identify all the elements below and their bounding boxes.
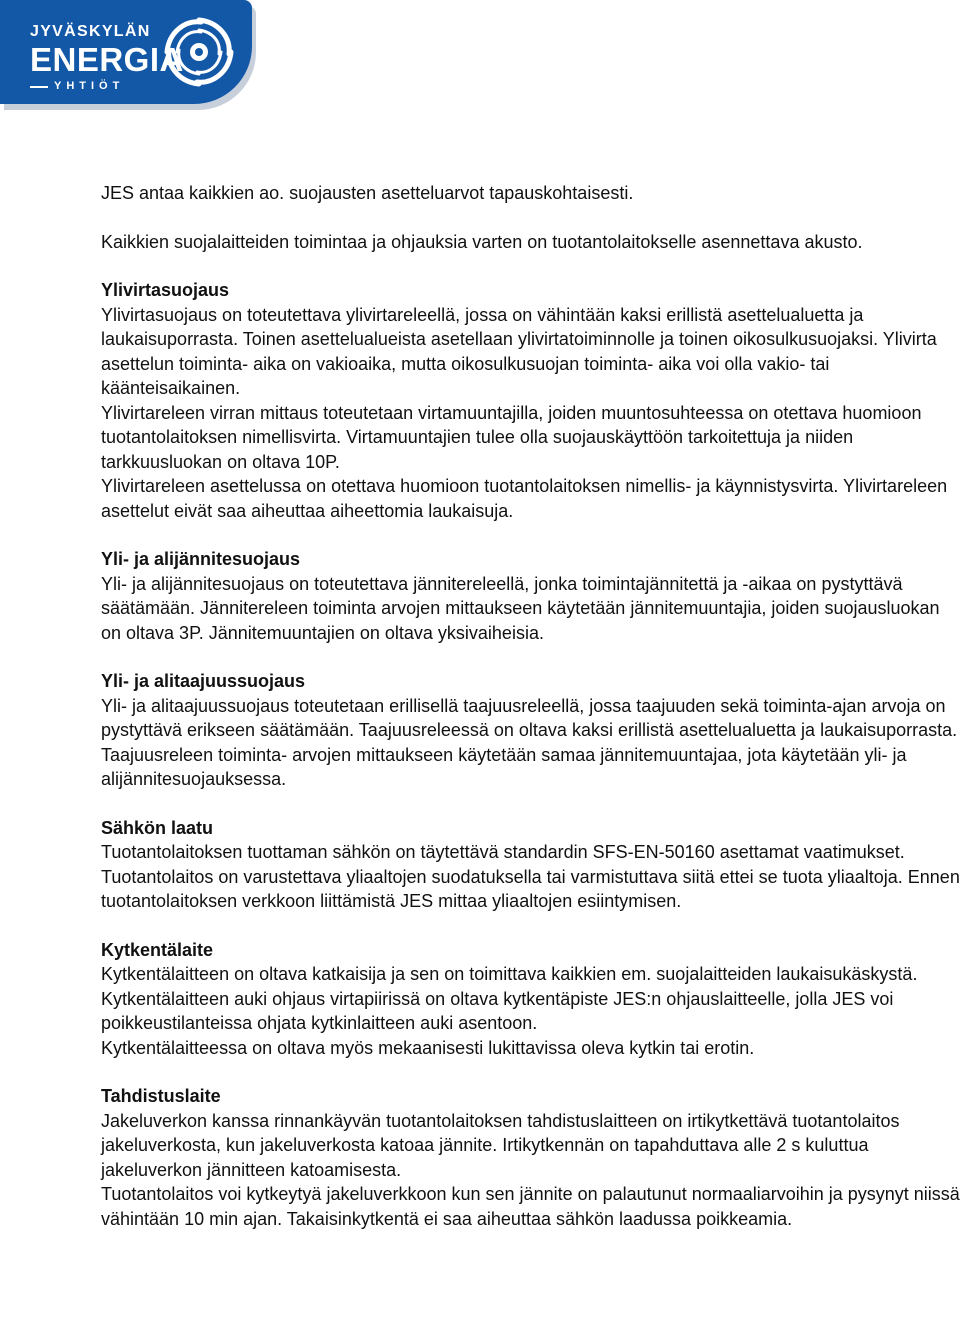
section-paragraph: Yli- ja alitaajuussuojaus toteutetaan erillisellä taajuusreleellä, jossa taajuuden sekä toiminta-ajan arvoja on pystyttävä erikseen säätämään. Taajuusreleessä on oltava kaksi erillistä asettelualuetta ja laukaisuporrasta. Taajuusreleen toiminta- arvojen mittaukseen käytetään samaa jännitemuuntajaa, jota käytetään yli- ja alijännitesuojauksessa. xyxy=(101,695,958,789)
section-heading: Tahdistuslaite xyxy=(101,1086,221,1106)
section-paragraph: Jakeluverkon kanssa rinnankäyvän tuotantolaitoksen tahdistuslaitteen on irtikytkettävä tuotantolaitos jakeluverkosta, kun jakeluverkosta katoaa jännite. Irtikytkennän on tapahduttava alle 2 s kuluttua jakeluverkon jännitteen katoamisesta. xyxy=(101,1110,900,1180)
company-logo xyxy=(0,0,260,110)
section-kytkentalaite xyxy=(101,938,960,1061)
logo-line-3-text: YHTIÖT xyxy=(54,80,125,92)
section-yli-ja-alitaajuussuojaus xyxy=(101,669,960,792)
intro-paragraph-2: Kaikkien suojalaitteiden toimintaa ja ohjauksia varten on tuotantolaitokselle asennettava akusto. xyxy=(101,231,863,252)
section-paragraph: Yli- ja alijännitesuojaus on toteutettava jännitereleellä, jonka toimintajännitettä ja -aikaa on pystyttävä säätämään. Jännitereleen toiminta arvojen mittaukseen käytetään jännitemuuntajia, joiden suojausluokan on oltava 3P. Jännitemuuntajien on oltava yksivaiheisia. xyxy=(101,573,940,643)
section-heading: Ylivirtasuojaus xyxy=(101,280,230,300)
logo-line-1: JYVÄSKYLÄN xyxy=(30,23,151,40)
logo-dash xyxy=(30,86,48,88)
section-paragraph: Kytkentälaitteen on oltava katkaisija ja sen on toimittava kaikkien em. suojalaitteiden laukaisukäskystä. xyxy=(101,964,918,984)
section-tahdistuslaite xyxy=(101,1084,960,1231)
section-paragraph: Ylivirtareleen virran mittaus toteutetaan virtamuuntajilla, joiden muuntosuhteessa on otettava huomioon tuotantolaitoksen nimellisvirta. Virtamuuntajien tulee olla suojauskäyttöön tarkoitettuja ja niiden tarkkuusluokan on oltava 10P. xyxy=(101,402,922,472)
section-yli-ja-alijannitesuojaus xyxy=(101,547,960,645)
section-paragraph: Ylivirtareleen asettelussa on otettava huomioon tuotantolaitoksen nimellis- ja käynnistysvirta. Ylivirtareleen asettelut eivät saa aiheuttaa aiheettomia laukaisuja. xyxy=(101,476,948,521)
section-heading: Kytkentälaite xyxy=(101,939,214,960)
section-heading: Yli- ja alitaajuussuojaus xyxy=(101,671,306,691)
section-paragraph: Tuotantolaitoksen tuottaman sähkön on täytettävä standardin SFS-EN-50160 asettamat vaatimukset. xyxy=(101,842,905,862)
logo-line-2: ENERGIA xyxy=(30,41,184,78)
section-heading: Sähkön laatu xyxy=(101,817,214,838)
section-ylivirtasuojaus xyxy=(101,278,960,523)
section-paragraph: Kytkentälaitteessa on oltava myös mekaanisesti lukittavissa oleva kytkin tai erotin. xyxy=(101,1037,755,1058)
section-paragraph: Tuotantolaitos voi kytkeytyä jakeluverkkoon kun sen jännite on palautunut normaaliarvoihin ja pysynyt niissä vähintään 10 min ajan. Takaisinkytkentä ei saa aiheuttaa sähkön laadussa poikkeamia. xyxy=(101,1184,960,1229)
section-paragraph: Ylivirtasuojaus on toteutettava ylivirtareleellä, jossa on vähintään kaksi erillistä asettelualuetta ja laukaisuporrasta. Toinen asettelualueista asetellaan ylivirtatoiminnolle ja toinen oikosulkusuojaksi. Ylivirta asettelun toiminta- aika on vakioaika, mutta oikosulkusuojan toiminta- aika voi olla vakio- tai käänteisaikainen. xyxy=(101,304,937,398)
intro-paragraph-1: JES antaa kaikkien ao. suojausten asetteluarvot tapauskohtaisesti. xyxy=(101,183,634,203)
document-body xyxy=(101,181,960,1231)
section-paragraph: Tuotantolaitos on varustettava yliaaltojen suodatuksella tai varmistuttava siitä ettei se tuota yliaaltoja. Ennen tuotantolaitoksen verkkoon liittämistä JES mittaa yliaaltojen esiintymisen. xyxy=(101,866,960,911)
section-sahkon-laatu xyxy=(101,816,960,914)
section-heading: Yli- ja alijännitesuojaus xyxy=(101,549,301,569)
swirl-logo-icon xyxy=(161,14,237,90)
section-paragraph: Kytkentälaitteen auki ohjaus virtapiirissä on oltava kytkentäpiste JES:n ohjauslaitteelle, jolla JES voi poikkeustilanteissa ohjata kytkinlaitteen auki asentoon. xyxy=(101,988,894,1033)
